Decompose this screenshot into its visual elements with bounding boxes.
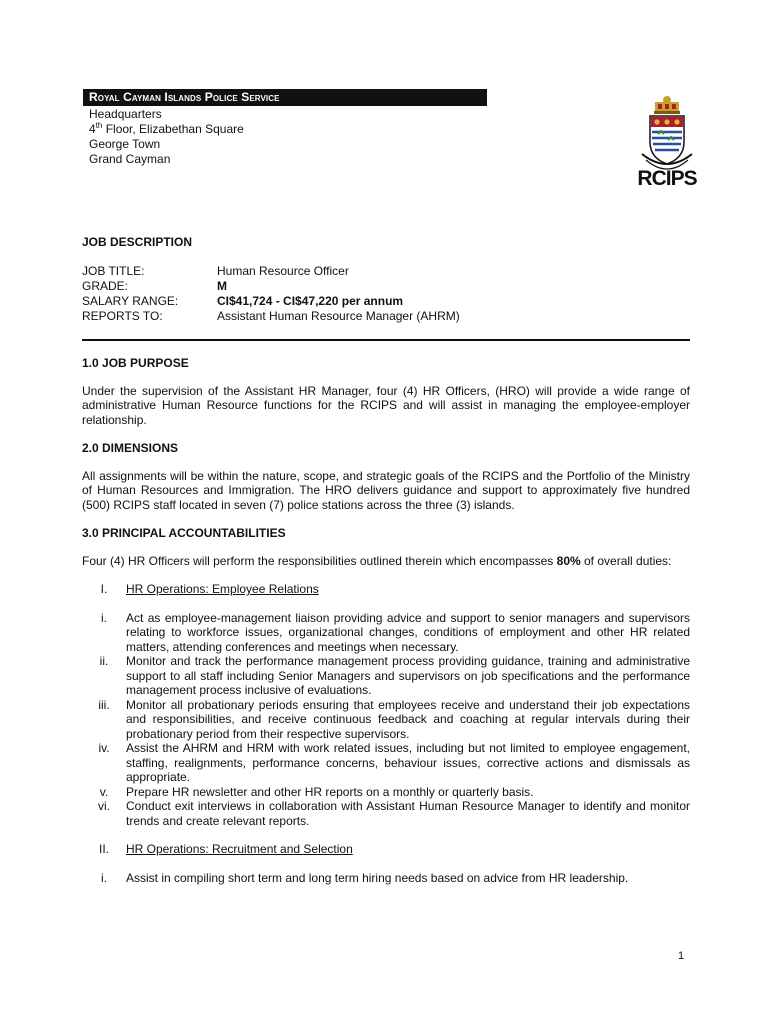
organization-name-bar: Royal Cayman Islands Police Service (83, 89, 487, 106)
accountability-group-heading (82, 582, 690, 597)
list-item: v. Prepare HR newsletter and other HR reports on a monthly or quarterly basis. (99, 784, 534, 799)
group-number: I. (100, 582, 108, 596)
job-details-table (82, 264, 460, 324)
job-detail-value: M (217, 279, 227, 293)
section-title-accountabilities: 3.0 PRINCIPAL ACCOUNTABILITIES (82, 526, 286, 540)
section-title-purpose: 1.0 JOB PURPOSE (82, 356, 189, 370)
rcips-logo-text: RCIPS (637, 167, 697, 190)
job-detail-value: CI$41,724 - CI$47,220 per annum (217, 294, 404, 308)
job-detail-label: REPORTS TO: (82, 309, 163, 323)
section-title-dimensions: 2.0 DIMENSIONS (82, 441, 179, 455)
list-item: vi. Conduct exit interviews in collaboration with Assistant Human Resource Manager to identify and monitor trends and create relevant reports. (98, 799, 690, 828)
purpose-paragraph: Under the supervision of the Assistant HR Manager, four (4) HR Officers, (HRO) will provide a wide range of administrative Human Resource functions for the RCIPS and will assist in managing the employee-employer relationship. (82, 383, 690, 427)
job-detail-row (82, 294, 460, 309)
document-body (82, 356, 690, 885)
accountability-group-heading (82, 842, 690, 857)
job-detail-row (82, 264, 460, 279)
job-detail-value: Assistant Human Resource Manager (AHRM) (217, 309, 460, 323)
page-number: 1 (678, 950, 685, 962)
address-line: 4th Floor, Elizabethan Square (89, 121, 244, 136)
horizontal-divider (82, 339, 690, 341)
job-detail-row (82, 309, 460, 324)
list-item: i. Act as employee-management liaison providing advice and support to senior managers and supervisors relating to workforce issues, organizational changes, conditions of employment and other HR related matters, attending conferences and meetings when necessary. (101, 610, 690, 654)
dimensions-paragraph: All assignments will be within the nature, scope, and strategic goals of the RCIPS and the Portfolio of the Ministry of Human Resources and Immigration. The HRO delivers guidance and support to approximately five hundred (500) RCIPS staff located in seven (7) police stations across the three (3) islands. (82, 468, 690, 512)
group-title: HR Operations: Employee Relations (126, 582, 319, 596)
group-title: HR Operations: Recruitment and Selection (126, 842, 353, 856)
list-item: iv. Assist the AHRM and HRM with work related issues, including but not limited to employee engagement, staffing, realignments, performance concerns, behaviour issues, corrective actions and dismissals as appropriate. (98, 741, 690, 784)
job-detail-row (82, 279, 460, 294)
list-item: ii. Monitor and track the performance management process providing guidance, training and administrative support to all staff including Senior Managers and supervisors on job specifications and the performance management process inclusive of evaluations. (99, 654, 690, 697)
job-detail-label: JOB TITLE: (82, 264, 145, 278)
list-item: i. Assist in compiling short term and long term hiring needs based on advice from HR leadership. (101, 870, 629, 885)
job-detail-value: Human Resource Officer (217, 264, 349, 278)
accountabilities-intro: Four (4) HR Officers will perform the responsibilities outlined therein which encompasses 80% of overall duties: (82, 553, 672, 568)
address-line: Grand Cayman (89, 152, 171, 166)
job-detail-label: SALARY RANGE: (82, 294, 179, 308)
group-number: II. (98, 842, 109, 856)
list-item: iii. Monitor all probationary periods ensuring that employees receive and understand their job expectations and responsibilities, and receive continuous feedback and coaching at regular intervals during their probationary period from their respective supervisors. (98, 697, 690, 741)
job-detail-label: GRADE: (82, 279, 129, 293)
address-line: Headquarters (89, 107, 162, 121)
job-description-heading: JOB DESCRIPTION (82, 235, 193, 249)
address-block (89, 107, 244, 167)
address-line: George Town (89, 137, 161, 151)
